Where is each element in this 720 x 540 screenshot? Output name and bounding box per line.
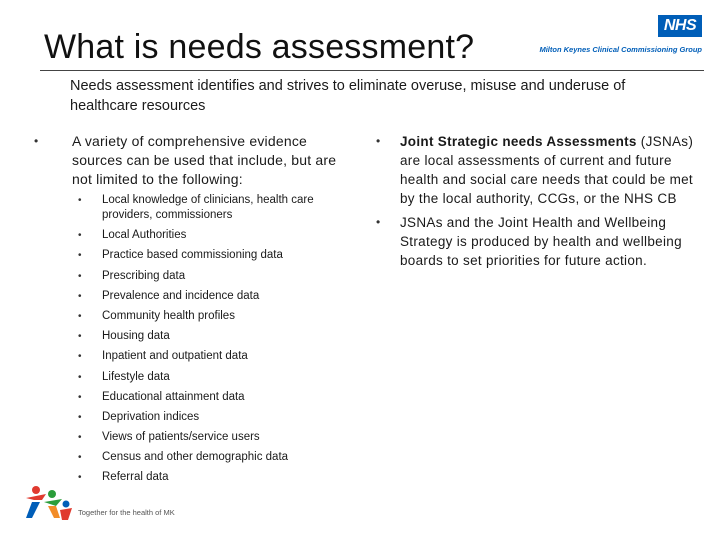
list-item: • Local knowledge of clinicians, health care providers, commissioners: [78, 194, 314, 221]
list-item: • Prescribing data: [78, 269, 186, 282]
bullet-icon: •: [376, 134, 381, 148]
bullet-icon: •: [78, 452, 82, 464]
list-item: • Inpatient and outpatient data: [78, 350, 248, 363]
list-item: • Views of patients/service users: [78, 431, 260, 444]
bullet-icon: •: [78, 250, 82, 262]
list-item: • Deprivation indices: [78, 410, 200, 423]
tagline: Together for the health of MK: [78, 508, 175, 517]
bullet-icon: •: [376, 215, 381, 229]
bullet-icon: •: [78, 331, 82, 343]
bullet-icon: •: [78, 230, 82, 242]
list-item: • Community health profiles: [78, 309, 235, 322]
bullet-icon: •: [78, 371, 82, 383]
list-item: • Census and other demographic data: [78, 451, 289, 464]
evidence-sources-list: [76, 193, 346, 491]
bullet-icon: •: [78, 310, 82, 322]
people-logo-icon: [22, 484, 74, 522]
jsna-term: Joint Strategic needs Assessments: [400, 134, 637, 149]
jsna-strategy: [378, 213, 696, 270]
bullet-icon: •: [34, 134, 39, 148]
list-item: • Referral data: [78, 471, 169, 484]
list-item: • Educational attainment data: [78, 390, 245, 403]
nhs-logo: NHS: [658, 15, 702, 37]
bullet-icon: •: [78, 411, 82, 423]
title-divider: [40, 70, 704, 71]
jsna-list: [378, 132, 696, 270]
jsna-definition: [378, 132, 696, 208]
list-item: • Lifestyle data: [78, 370, 170, 383]
bullet-icon: •: [78, 270, 82, 282]
jsna-definition-text: (JSNAs) are local assessments of current and future health and social care needs that could be met by the local authority, CCGs, or the NHS CB: [400, 134, 694, 206]
jsna-strategy-text: JSNAs and the Joint Health and Wellbeing Strategy is produced by health and wellbeing boards to set priorities for future action.: [400, 215, 682, 268]
bullet-icon: •: [78, 391, 82, 403]
intro-text: Needs assessment identifies and strives to eliminate overuse, misuse and underuse of healthcare resources: [70, 78, 626, 114]
bullet-icon: •: [78, 351, 82, 363]
list-item: • Practice based commissioning data: [78, 249, 283, 262]
evidence-heading: A variety of comprehensive evidence sources can be used that include, but are not limited to the following:: [72, 133, 337, 187]
list-item: • Prevalence and incidence data: [78, 289, 260, 302]
bullet-icon: •: [78, 432, 82, 444]
list-item: • Housing data: [78, 330, 170, 343]
org-name: Milton Keynes Clinical Commissioning Group: [539, 45, 702, 54]
bullet-icon: •: [78, 195, 82, 206]
list-item: • Local Authorities: [78, 229, 187, 242]
bullet-icon: •: [78, 290, 82, 302]
page-title: What is needs assessment?: [44, 28, 475, 66]
bullet-icon: •: [78, 472, 82, 484]
